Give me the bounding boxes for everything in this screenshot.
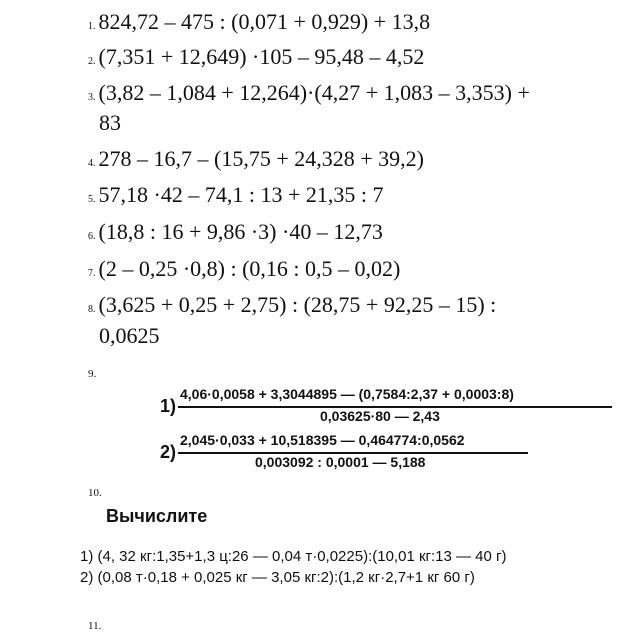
problem-expression: 57,18 ·42 – 74,1 : 13 + 21,35 : 7 <box>98 182 384 207</box>
fraction-numerator: 2,045·0,033 + 10,518395 — 0,464774:0,0562 <box>180 432 465 448</box>
task-11-number: 11. <box>88 620 102 632</box>
problem-4 <box>88 146 424 177</box>
problem-expression: 278 – 16,7 – (15,75 + 24,328 + 39,2) <box>98 146 424 171</box>
problem-2 <box>88 44 424 75</box>
problem-7 <box>88 256 400 287</box>
problem-number: 8. <box>88 304 96 315</box>
problem-8 <box>88 292 496 323</box>
task-10-line-1: 1) (4, 32 кг:1,35+1,3 ц:26 — 0,04 т·0,0225):(10,01 кг:13 — 40 г) <box>80 548 507 565</box>
problem-number: 1. <box>88 21 96 32</box>
task-10-line-2: 2) (0,08 т·0,18 + 0,025 кг — 3,05 кг:2):(1,2 кг·2,7+1 кг 60 г) <box>80 569 475 586</box>
fraction-denominator: 0,003092 : 0,0001 — 5,188 <box>255 454 426 470</box>
problem-8-continuation: 0,0625 <box>99 323 160 348</box>
problem-3-continuation: 83 <box>99 110 121 135</box>
problem-expression: (18,8 : 16 + 9,86 ·3) ·40 – 12,73 <box>98 219 383 244</box>
problem-expression: 824,72 – 475 : (0,071 + 0,929) + 13,8 <box>98 9 431 34</box>
problem-expression: (3,625 + 0,25 + 2,75) : (28,75 + 92,25 – 15) : <box>98 292 497 317</box>
fraction-label: 1) <box>160 396 177 416</box>
problem-number: 2. <box>88 56 96 67</box>
fraction-denominator: 0,03625·80 — 2,43 <box>320 408 440 424</box>
task-10-heading: Вычислите <box>106 506 208 526</box>
problem-1 <box>88 9 430 40</box>
problem-number: 6. <box>88 231 96 242</box>
problem-number: 7. <box>88 268 96 279</box>
problem-6 <box>88 219 383 250</box>
problem-number: 3. <box>88 92 96 103</box>
problem-5 <box>88 182 383 213</box>
task-9-number: 9. <box>88 368 97 380</box>
fraction-label: 2) <box>160 442 177 462</box>
problem-expression: (3,82 – 1,084 + 12,264)·(4,27 + 1,083 – 3,353) + <box>98 80 530 105</box>
fraction-numerator: 4,06·0,0058 + 3,3044895 — (0,7584:2,37 + 0,0003:8) <box>180 386 514 402</box>
problem-expression: (2 – 0,25 ·0,8) : (0,16 : 0,5 – 0,02) <box>98 256 401 281</box>
problem-number: 5. <box>88 194 96 205</box>
problem-3 <box>88 80 530 111</box>
problem-number: 4. <box>88 158 96 169</box>
problem-expression: (7,351 + 12,649) ·105 – 95,48 – 4,52 <box>98 44 425 69</box>
task-10-number: 10. <box>88 487 102 499</box>
